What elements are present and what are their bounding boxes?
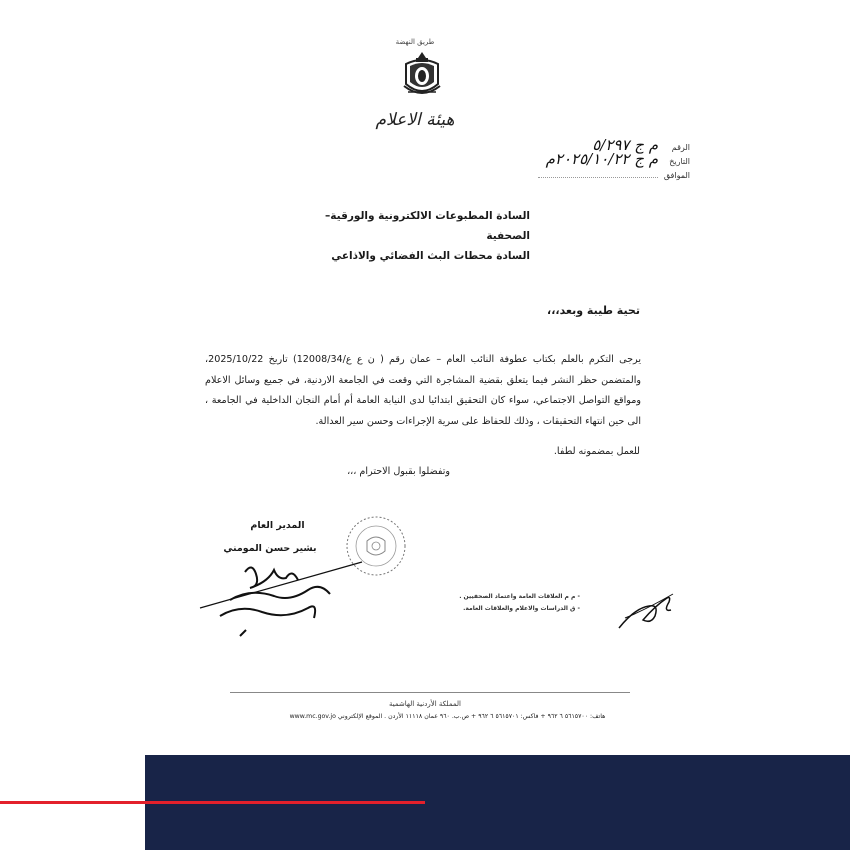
addressee [300,206,530,266]
greeting: تحية طيبة وبعد،،، [547,304,640,317]
footer-divider [230,692,630,693]
corresponding-blank [538,177,658,178]
initials-signature [615,588,675,630]
number-label: الرقم [671,143,690,152]
cc-line: - م م العلاقات العامة واعتماد الصحفيين . [459,593,580,600]
jordan-coat-of-arms-icon [400,50,444,102]
signatory-name: بشير حسن المومني [223,543,317,554]
letter-body: يرجى التكرم بالعلم بكتاب عطوفة النائب العام – عمان رقم ( ن ع ع/12008/34) تاريخ 2025/10/22، والمتضمن حظر النشر فيما يتعلق بقضية المشاجرة التي وقعت في الجامعة الاردنية، في جميع وسائل الاعلام ومواقع التواصل الاجتماعي، سواء كان التحقيق ابتدائيا لدى النيابة العامة أم أمام النجان الداخلية في الجامعة ، الى حين انتهاء التحقيقات ، وذلك للحفاظ على سرية الإجراءات وحسن سير العدالة. [205,354,642,427]
corresponding-row [500,168,690,182]
footer-contact: هاتف: ٥٦١٥٧٠٠ ٦ ٩٦٢ + فاكس: ٥٦١٥٧٠١ ٦ ٩٦٢ + ص.ب. ٩٦٠ عمان ١١١١٨ الأردن . الموقع الإلكتروني www.mc.gov.jo [289,713,606,720]
signatory-title: المدير العام [250,520,305,531]
footer-kingdom: المملكة الأردنية الهاشمية [388,700,462,708]
date-row [500,150,690,168]
red-accent-line [0,801,425,804]
carbon-copy [430,591,580,615]
addressee-line: السادة محطات البث الفضائي والاذاعي [331,250,530,262]
crown-inscription: ﻃﺮﻳﻖ ﺍﻟﻨﻬﻀﺔ [395,38,435,46]
date-label: التاريخ [669,157,690,166]
date-value: م ج ٢٠٢٥/١٠/٢٢م [545,150,658,168]
agency-name: هيئة الاعلام [375,110,455,130]
handwritten-signature [190,560,365,640]
number-value: م ج ٥/٢٩٧ [592,136,658,154]
closing-regards: وتفضلوا بقبول الاحترام ،،، [347,466,450,477]
cc-line: - ق الدراسات والاعلام والعلاقات العامة. [463,605,580,612]
corresponding-label: الموافق [663,171,690,180]
reference-block [500,136,690,182]
addressee-line: السادة المطبوعات الالكترونية والورقية– الصحفية [325,210,530,242]
closing-request: للعمل بمضمونه لطفا. [553,446,640,457]
